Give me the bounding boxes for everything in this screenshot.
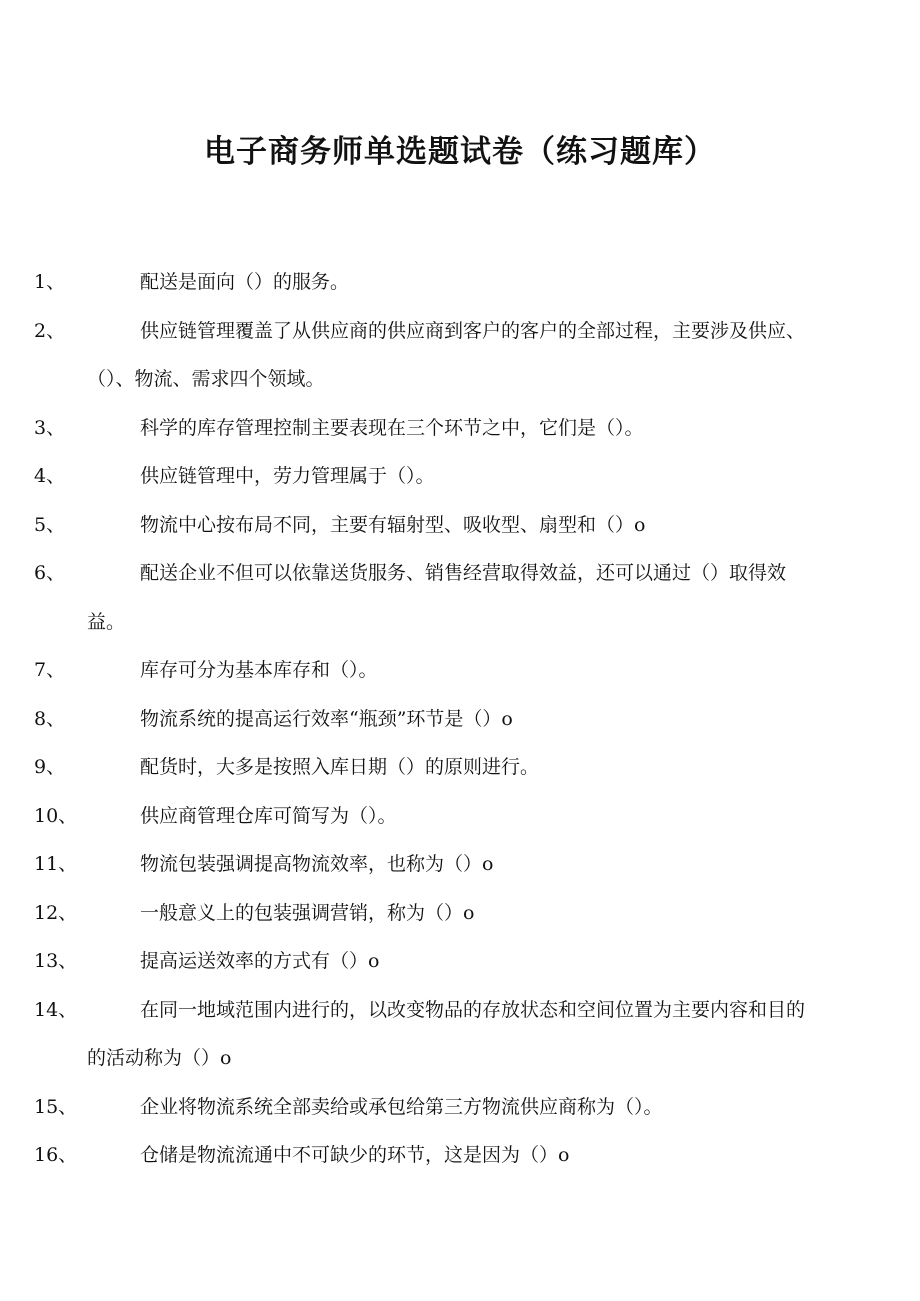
question-item (34, 695, 822, 744)
question-text: 仓储是物流流通中不可缺少的环节，这是因为（）o (140, 1144, 570, 1166)
question-text: 配送是面向（）的服务。 (140, 271, 350, 293)
question-text: 供应链管理覆盖了从供应商的供应商到客户的客户的全部过程，主要涉及供应、（）、物流、需求四个领域。 (87, 319, 806, 390)
question-item (34, 1083, 822, 1132)
question-item (34, 937, 822, 986)
question-text: 配送企业不但可以依靠送货服务、销售经营取得效益，还可以通过（）取得效益。 (87, 562, 787, 633)
question-text: 供应商管理仓库可简写为（）。 (140, 804, 397, 827)
question-text: 一般意义上的包装强调营销，称为（）o (140, 901, 475, 924)
question-text: 物流系统的提高运行效率“瓶颈”环节是（）o (140, 707, 513, 730)
question-text: 物流中心按布局不同，主要有辐射型、吸收型、扇型和（）o (140, 513, 646, 536)
question-item (34, 743, 822, 792)
question-number: 8、 (34, 707, 66, 730)
question-item (34, 404, 822, 453)
question-item (34, 1131, 822, 1180)
question-number: 5、 (34, 513, 66, 536)
question-text: 库存可分为基本库存和（）。 (140, 659, 378, 681)
question-item (34, 986, 822, 1083)
question-number: 1、 (34, 271, 66, 293)
question-item (34, 840, 822, 889)
question-item (34, 646, 822, 695)
question-number: 4、 (34, 465, 66, 487)
question-item (34, 549, 822, 646)
question-item (34, 889, 822, 938)
question-text: 科学的库存管理控制主要表现在三个环节之中，它们是（）。 (140, 416, 644, 439)
question-number: 15、 (34, 1095, 78, 1118)
question-text: 供应链管理中，劳力管理属于（）。 (140, 465, 435, 487)
question-number: 14、 (34, 998, 78, 1021)
question-item (34, 307, 822, 404)
question-number: 6、 (34, 562, 66, 584)
question-item (34, 452, 822, 501)
question-number: 16、 (34, 1144, 78, 1166)
question-number: 9、 (34, 756, 66, 778)
question-number: 3、 (34, 416, 66, 439)
question-number: 2、 (34, 319, 66, 342)
question-list (34, 258, 822, 1180)
question-text: 提高运送效率的方式有（）o (140, 950, 380, 972)
question-number: 12、 (34, 901, 78, 924)
question-number: 7、 (34, 659, 66, 681)
question-text: 企业将物流系统全部卖给或承包给第三方物流供应商称为（）。 (140, 1095, 663, 1118)
question-text: 配货时，大多是按照入库日期（）的原则进行。 (140, 756, 540, 778)
question-item (34, 258, 822, 307)
question-item (34, 501, 822, 550)
document-title: 电子商务师单选题试卷（练习题库） (204, 134, 716, 170)
question-number: 11、 (34, 853, 78, 875)
question-number: 13、 (34, 950, 78, 972)
question-text: 在同一地域范围内进行的，以改变物品的存放状态和空间位置为主要内容和目的的活动称为（）o (87, 998, 806, 1069)
question-text: 物流包装强调提高物流效率，也称为（）o (140, 853, 494, 875)
question-item (34, 792, 822, 841)
question-number: 10、 (34, 804, 78, 827)
